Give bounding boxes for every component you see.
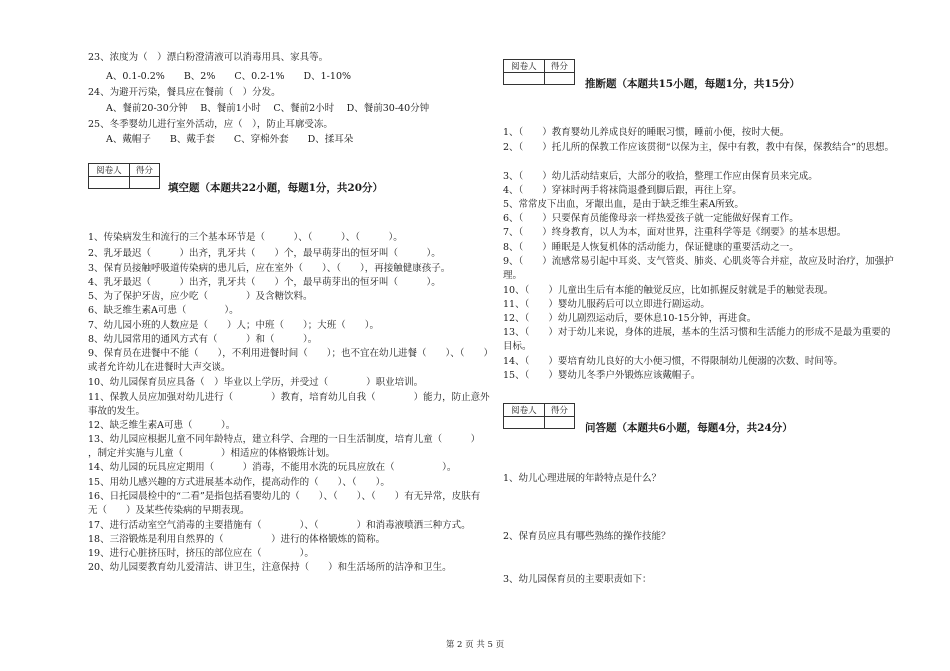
page-footer: 第 2 页 共 5 页 [445, 640, 505, 650]
question-line: 25、冬季婴幼儿进行室外活动，应（ ），防止耳廓受冻。 [88, 119, 333, 130]
question-options: A、餐前20-30分钟 B、餐前1小时 C、餐前2小时 D、餐前30-40分钟 [106, 103, 430, 114]
reviewer-label: 阅卷人 [504, 60, 545, 73]
judge-line: 5、常常皮下出血，牙龈出血，是由于缺乏维生素A所致。 [503, 199, 744, 210]
fill-line: 10、幼儿园保育员应具备（ ）毕业以上学历，并受过（ ）职业培训。 [88, 377, 424, 388]
question-line: 23、浓度为（ ）漂白粉澄清液可以消毒用具、家具等。 [88, 52, 329, 63]
reviewer-label: 阅卷人 [504, 404, 545, 417]
question-options: A、0.1-0.2% B、2% C、0.2-1% D、1-10% [106, 71, 352, 82]
score-label: 得分 [544, 404, 574, 417]
score-cell[interactable] [544, 417, 574, 429]
judge-line: 9、（ ）流感常易引起中耳炎、支气管炎、肺炎、心肌炎等合并症，故应及时治疗，加强护 [503, 256, 894, 267]
reviewer-cell[interactable] [89, 177, 130, 189]
fill-line: 13、幼儿园应根据儿童不同年龄特点，建立科学、合理的一日生活制度，培育儿童（ ） [88, 434, 481, 445]
fill-line: 1、传染病发生和流行的三个基本环节是（ ）、（ ）、（ ）。 [88, 232, 403, 243]
qa-section-title: 问答题（本题共6小题，每题4分，共24分） [585, 422, 793, 434]
judge-line: 2、（ ）托儿所的保教工作应该贯彻“以保为主，保中有教，教中有保，保教结合”的思想。 [503, 142, 895, 153]
judge-line: 目标。 [503, 341, 532, 352]
fill-line: 16、日托园晨检中的“二看”是指包括看婴幼儿的（ ）、（ ）、（ ）有无异常，皮肤有 [88, 491, 481, 502]
fill-line: 14、幼儿园的玩具应定期用（ ）消毒，不能用水洗的玩具应放在（ ）。 [88, 462, 457, 473]
judge-line: 13、（ ）对于幼儿来说，身体的进展，基本的生活习惯和生活能力的形成不是最为重要的 [503, 327, 891, 338]
judge-line: 11、（ ）婴幼儿服药后可以立即进行剧运动。 [503, 299, 710, 310]
fill-line: 5、为了保护牙齿，应少吃（ ）及含糖饮料。 [88, 291, 313, 302]
fill-line: ，制定并实施与儿童（ ）相适应的体格锻炼计划。 [88, 448, 336, 459]
fill-line: 事故的发生。 [88, 406, 146, 417]
score-cell[interactable] [129, 177, 159, 189]
judge-line: 12、（ ）幼儿剧烈运动后，要休息10-15分钟，再进食。 [503, 313, 757, 324]
score-label: 得分 [544, 60, 574, 73]
judge-line: 1、（ ）教育婴幼儿养成良好的睡眠习惯，睡前小便，按时大便。 [503, 127, 790, 138]
judge-line: 6、（ ）只要保育员能像母亲一样热爱孩子就一定能做好保育工作。 [503, 213, 799, 224]
fill-line: 9、保育员在进餐中不能（ ），不利用进餐时间（ ）；也不宜在幼儿进餐（ ）、（ ） [88, 348, 494, 359]
qa-line: 3、幼儿园保育员的主要职责如下： [503, 574, 652, 585]
fill-line: 6、缺乏维生素A可患（ ）。 [88, 305, 239, 316]
reviewer-cell[interactable] [504, 73, 545, 85]
fill-line: 11、保教人员应加强对幼儿进行（ ）教育，培育幼儿自我（ ）能力，防止意外 [88, 392, 490, 403]
reviewer-label: 阅卷人 [89, 164, 130, 177]
fill-line: 无（ ）及某些传染病的早期表现。 [88, 505, 250, 516]
judge-line: 15、（ ）婴幼儿冬季户外锻炼应该戴帽子。 [503, 370, 701, 381]
fill-line: 18、三浴锻炼是利用自然界的（ ）进行的体格锻炼的简称。 [88, 534, 386, 545]
qa-line: 2、保育员应具有哪些熟练的操作技能？ [503, 531, 671, 542]
fill-line: 19、进行心脏挤压时，挤压的部位应在（ ）。 [88, 548, 314, 559]
judge-line: 10、（ ）儿童出生后有本能的触觉反应，比如抓握反射就是手的触觉表现。 [503, 285, 834, 296]
reviewer-cell[interactable] [504, 417, 545, 429]
fill-line: 7、幼儿园小班的人数应是（ ）人；中班（ ）；大班（ ）。 [88, 320, 380, 331]
question-line: 24、为避开污染，餐具应在餐前（ ）分发。 [88, 87, 281, 98]
fill-line: 8、幼儿园常用的通风方式有（ ）和（ ）。 [88, 334, 318, 345]
judge-line: 理。 [503, 270, 523, 281]
score-box [503, 403, 575, 429]
fill-line: 或者允许幼儿在进餐时大声交谈。 [88, 362, 231, 373]
fill-line: 2、乳牙最迟（ ）出齐，乳牙共（ ）个，最早萌芽出的恒牙叫（ ）。 [88, 248, 441, 259]
judge-line: 14、（ ）要培育幼儿良好的大小便习惯，不得限制幼儿便溺的次数、时间等。 [503, 356, 843, 367]
judge-line: 8、（ ）睡眠是人恢复机体的活动能力，保证健康的重要活动之一。 [503, 242, 799, 253]
fill-line: 3、保育员接触呼吸道传染病的患儿后，应在室外（ ）、（ ），再接触健康孩子。 [88, 263, 451, 274]
score-cell[interactable] [544, 73, 574, 85]
fill-line: 17、进行活动室空气消毒的主要措施有（ ）、（ ）和消毒液喷洒三种方式。 [88, 520, 471, 531]
question-options: A、戴帽子 B、戴手套 C、穿棉外套 D、揉耳朵 [106, 134, 354, 145]
score-box [88, 163, 160, 189]
fill-line: 12、缺乏维生素A可患（ ）。 [88, 420, 236, 431]
judge-section-title: 推断题（本题共15小题，每题1分，共15分） [585, 78, 801, 90]
qa-line: 1、幼儿心理进展的年龄特点是什么？ [503, 473, 662, 484]
judge-line: 7、（ ）终身教育，以人为本，面对世界，注重科学等是《纲要》的基本思想。 [503, 227, 847, 238]
fill-section-title: 填空题（本题共22小题，每题1分，共20分） [168, 182, 384, 194]
score-box [503, 59, 575, 85]
fill-line: 4、乳牙最迟（ ）出齐，乳牙共（ ）个，最早萌芽出的恒牙叫（ ）。 [88, 277, 441, 288]
fill-line: 15、用幼儿感兴趣的方式进展基本动作，提高动作的（ ）、（ ）。 [88, 477, 390, 488]
judge-line: 4、（ ）穿袜时两手将袜筒退叠到脚后跟，再往上穿。 [503, 185, 742, 196]
fill-line: 20、幼儿园要教育幼儿爱清洁、讲卫生，注意保持（ ）和生活场所的洁净和卫生。 [88, 562, 452, 573]
score-label: 得分 [129, 164, 159, 177]
judge-line: 3、（ ）幼儿活动结束后，大部分的收拾，整理工作应由保育员来完成。 [503, 171, 818, 182]
